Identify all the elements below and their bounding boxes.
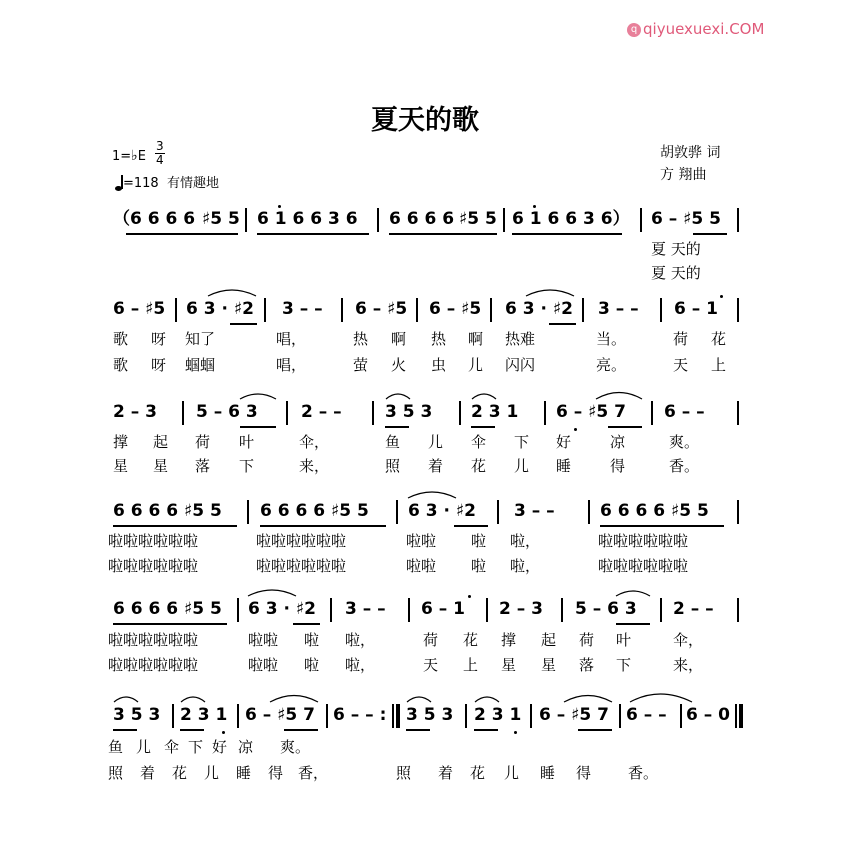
underline bbox=[126, 233, 238, 235]
barline bbox=[582, 298, 584, 322]
barline bbox=[341, 298, 343, 322]
measure: 3 – – bbox=[514, 501, 555, 521]
underline bbox=[406, 729, 430, 731]
barline bbox=[680, 704, 682, 728]
final-barline-thick bbox=[739, 704, 743, 728]
slur-mark bbox=[114, 697, 138, 702]
measure: 3 5 3 bbox=[113, 705, 161, 725]
underline bbox=[113, 729, 137, 731]
underline bbox=[284, 729, 318, 731]
watermark-text: qiyuexuexi.COM bbox=[643, 20, 765, 38]
measure: 6 6 6 6 ♯5 5 bbox=[600, 501, 709, 521]
slur-mark bbox=[475, 697, 499, 702]
measure: 5 – 6 3 bbox=[196, 402, 258, 422]
measure: 6 3 · ♯2 bbox=[248, 599, 316, 619]
barline bbox=[651, 401, 653, 425]
barline bbox=[372, 401, 374, 425]
high-octave-dot bbox=[278, 205, 281, 208]
slur-mark bbox=[240, 394, 276, 399]
barline bbox=[490, 298, 492, 322]
barline bbox=[408, 598, 410, 622]
slur-mark bbox=[526, 290, 574, 296]
lyrics-1-verse-2: 夏 天的 bbox=[651, 264, 701, 282]
measure: 5 – 6 3 bbox=[575, 599, 637, 619]
measure: 6 – ♯5 7 bbox=[556, 402, 626, 422]
time-signature: 3 4 bbox=[156, 139, 164, 167]
measure: 2 3 1 bbox=[471, 402, 519, 422]
slur-mark bbox=[564, 696, 612, 703]
slur-mark bbox=[248, 590, 296, 596]
measure: 6 3 · ♯2 bbox=[505, 299, 573, 319]
barline bbox=[172, 704, 174, 728]
measure: 2 3 1 bbox=[180, 705, 228, 725]
staff-4 bbox=[0, 500, 850, 530]
barline bbox=[588, 500, 590, 524]
measure: 6 – ♯5 bbox=[355, 299, 408, 319]
watermark-logo-icon: q bbox=[627, 23, 641, 37]
barline bbox=[175, 298, 177, 322]
measure: 2 – 3 bbox=[499, 599, 543, 619]
barline bbox=[377, 208, 379, 232]
underline bbox=[474, 729, 498, 731]
measure: 6 – – bbox=[664, 402, 705, 422]
measure: 6 3 · ♯2 bbox=[186, 299, 254, 319]
barline bbox=[396, 500, 398, 524]
staff-5 bbox=[0, 598, 850, 628]
barline bbox=[245, 208, 247, 232]
measure-4: 6 1 6 6 3 6） bbox=[512, 209, 630, 229]
underline bbox=[549, 323, 576, 325]
underline bbox=[113, 623, 227, 625]
barline bbox=[182, 401, 184, 425]
measure: 6 – – bbox=[626, 705, 667, 725]
measure: 3 – – bbox=[282, 299, 323, 319]
underline bbox=[240, 426, 276, 428]
measure: 2 3 1 bbox=[474, 705, 522, 725]
barline bbox=[737, 208, 739, 232]
underline bbox=[512, 233, 622, 235]
measure: 6 – 0 bbox=[686, 705, 730, 725]
measure: 2 – – bbox=[673, 599, 714, 619]
underline bbox=[293, 623, 320, 625]
barline bbox=[561, 598, 563, 622]
measure: 2 – 3 bbox=[113, 402, 157, 422]
underline bbox=[608, 426, 642, 428]
barline bbox=[530, 704, 532, 728]
underline bbox=[257, 233, 369, 235]
credits bbox=[660, 142, 720, 186]
barline bbox=[737, 401, 739, 425]
expression-text: 有情趣地 bbox=[166, 176, 219, 191]
barline bbox=[330, 598, 332, 622]
barline bbox=[737, 500, 739, 524]
high-octave-dot bbox=[533, 205, 536, 208]
measure: 2 – – bbox=[301, 402, 342, 422]
measure: 6 – 1 bbox=[421, 599, 465, 619]
barline bbox=[459, 401, 461, 425]
barline bbox=[416, 298, 418, 322]
underline bbox=[180, 729, 204, 731]
measure: 6 6 6 6 ♯5 5 bbox=[113, 501, 222, 521]
barline bbox=[619, 704, 621, 728]
barline bbox=[264, 298, 266, 322]
measure: 6 6 6 6 ♯5 5 bbox=[113, 599, 222, 619]
underline bbox=[616, 623, 650, 625]
lyricist-credit: 胡敦骅 词 bbox=[660, 145, 721, 161]
measure: 3 5 3 bbox=[406, 705, 454, 725]
barline bbox=[486, 598, 488, 622]
measure-1b: ♯5 5 bbox=[202, 209, 240, 229]
underline bbox=[600, 525, 724, 527]
barline bbox=[497, 500, 499, 524]
staff-3 bbox=[0, 401, 850, 431]
measure: 6 – ♯5 bbox=[113, 299, 166, 319]
barline bbox=[737, 598, 739, 622]
site-watermark bbox=[627, 20, 764, 38]
slur-mark bbox=[208, 290, 256, 296]
key-signature: 1=♭E bbox=[112, 148, 146, 164]
barline bbox=[737, 298, 739, 322]
underline bbox=[693, 233, 727, 235]
final-barline bbox=[735, 704, 737, 728]
underline bbox=[389, 233, 497, 235]
measure: 6 – ♯5 7 bbox=[245, 705, 315, 725]
measure-2: 6 1 6 6 3 6 bbox=[257, 209, 358, 229]
measure: 3 – – bbox=[598, 299, 639, 319]
barline bbox=[544, 401, 546, 425]
measure: 6 6 6 6 ♯5 5 bbox=[260, 501, 369, 521]
slur-mark bbox=[386, 394, 410, 399]
barline bbox=[503, 208, 505, 232]
staff-1 bbox=[0, 208, 850, 238]
underline bbox=[454, 525, 488, 527]
measure: 6 3 · ♯2 bbox=[408, 501, 476, 521]
slur-mark bbox=[270, 696, 318, 703]
repeat-barline bbox=[392, 704, 394, 728]
slur-mark bbox=[181, 697, 205, 702]
underline bbox=[578, 729, 612, 731]
measure: 3 5 3 bbox=[385, 402, 433, 422]
quarter-note-icon bbox=[115, 175, 123, 191]
tie-mark bbox=[630, 694, 692, 702]
song-title: 夏天的歌 bbox=[371, 105, 479, 136]
measure: 6 – – : bbox=[333, 705, 387, 725]
repeat-barline-thick bbox=[396, 704, 400, 728]
low-octave-dot bbox=[514, 731, 517, 734]
slur-mark bbox=[408, 492, 456, 498]
barline bbox=[237, 598, 239, 622]
measure: 6 – ♯5 bbox=[429, 299, 482, 319]
barline bbox=[640, 208, 642, 232]
high-octave-dot bbox=[468, 595, 471, 598]
barline bbox=[286, 401, 288, 425]
measure: 3 – – bbox=[345, 599, 386, 619]
barline bbox=[247, 500, 249, 524]
slur-mark bbox=[616, 591, 650, 596]
barline bbox=[660, 598, 662, 622]
measure-5: 6 – ♯5 5 bbox=[651, 209, 721, 229]
measure: 6 – ♯5 7 bbox=[539, 705, 609, 725]
barline bbox=[465, 704, 467, 728]
low-octave-dot bbox=[222, 731, 225, 734]
barline bbox=[326, 704, 328, 728]
staff-2 bbox=[0, 298, 850, 328]
barline bbox=[660, 298, 662, 322]
slur-mark bbox=[472, 394, 496, 399]
underline bbox=[230, 323, 257, 325]
underline bbox=[385, 426, 409, 428]
staff-6 bbox=[0, 704, 850, 734]
measure: 6 – 1 bbox=[674, 299, 718, 319]
measure-3b: ♯5 5 bbox=[459, 209, 497, 229]
slur-mark bbox=[596, 393, 642, 400]
underline bbox=[113, 525, 237, 527]
measure-3a: 6 6 6 6 bbox=[389, 209, 455, 229]
high-octave-dot bbox=[720, 295, 723, 298]
flat-icon: ♭ bbox=[131, 148, 138, 164]
barline bbox=[237, 704, 239, 728]
slur-mark bbox=[407, 697, 431, 702]
measure-1a: （6 6 6 6 bbox=[113, 209, 196, 229]
low-octave-dot bbox=[574, 428, 577, 431]
lyrics-1-verse-1: 夏 天的 bbox=[651, 240, 701, 258]
tempo-marking: =118 有情趣地 bbox=[115, 172, 219, 191]
underline bbox=[260, 525, 386, 527]
underline bbox=[471, 426, 495, 428]
composer-credit: 方 翔曲 bbox=[660, 167, 707, 183]
